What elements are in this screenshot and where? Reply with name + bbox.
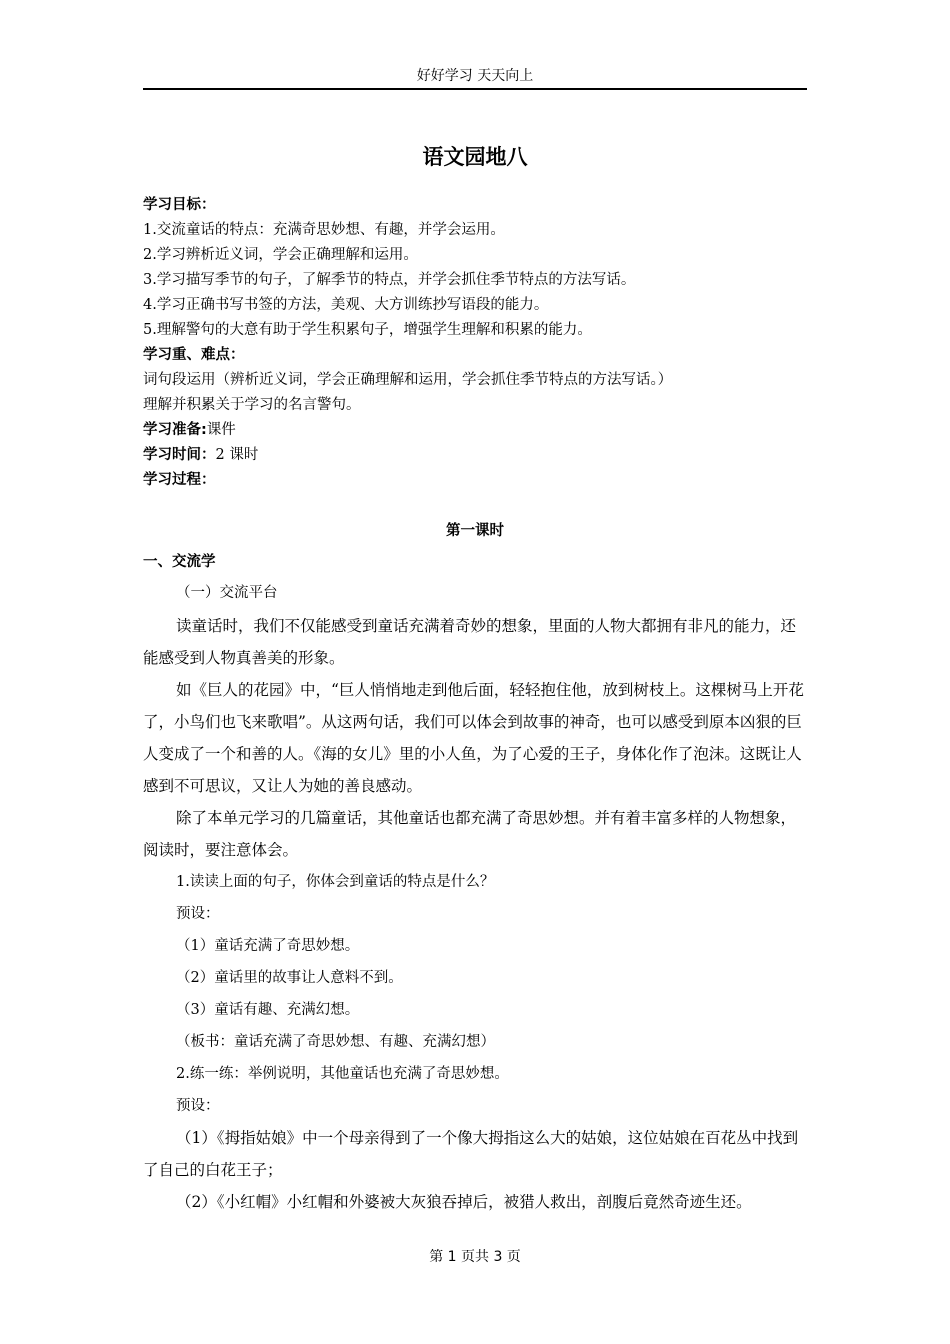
- time-label: 学习时间：: [143, 447, 216, 463]
- document-title: 语文园地八: [422, 145, 528, 169]
- board-note: （板书：童话充满了奇思妙想、有趣、充满幻想）: [176, 1034, 495, 1050]
- goal-item: 5.理解警句的大意有助于学生积累句子，增强学生理解和积累的能力。: [143, 322, 592, 338]
- paragraph: 除了本单元学习的几篇童话，其他童话也都充满了奇思妙想。并有着丰富多样的人物想象，阅读时，要注意体会。: [143, 809, 797, 859]
- key-points-heading: 学习重、难点：: [143, 347, 245, 363]
- lesson-title: 第一课时: [446, 523, 504, 539]
- header-rule: [143, 88, 807, 90]
- goal-item: 2.学习辨析近义词，学会正确理解和运用。: [143, 247, 418, 263]
- example-item: （2）《小红帽》小红帽和外婆被大灰狼吞掉后，被猎人救出，剖腹后竟然奇迹生还。: [176, 1193, 752, 1211]
- key-point-item: 词句段运用（辨析近义词，学会正确理解和运用，学会抓住季节特点的方法写话。）: [143, 372, 673, 388]
- goals-heading: 学习目标：: [143, 197, 216, 213]
- goal-item: 4.学习正确书写书签的方法，美观、大方训练抄写语段的能力。: [143, 297, 549, 313]
- section-body: [143, 610, 807, 1218]
- paragraph: 如《巨人的花园》中，“巨人悄悄地走到他后面，轻轻抱住他，放到树枝上。这棵树马上开花了，小鸟们也飞来歌唱”。从这两句话，我们可以体会到故事的神奇，也可以感受到原本凶狠的巨人变成了一个和善的人。《海的女儿》里的小人鱼，为了心爱的王子，身体化作了泡沫。这既让人感到不可思议，又让人为她的善良感动。: [143, 681, 804, 795]
- process-label: 学习过程：: [143, 472, 216, 488]
- time-line: [143, 443, 807, 468]
- question: 2.练一练：举例说明，其他童话也充满了奇思妙想。: [176, 1066, 509, 1082]
- preset-label: 预设：: [176, 906, 220, 922]
- example-item: （1）《拇指姑娘》中一个母亲得到了一个像大拇指这么大的姑娘，这位姑娘在百花丛中找到了自己的白花王子；: [143, 1129, 799, 1179]
- preset-label: 预设：: [176, 1098, 220, 1114]
- prep-value: 课件: [206, 422, 236, 438]
- question: 1.读读上面的句子，你体会到童话的特点是什么？: [176, 874, 495, 890]
- paragraph: 读童话时，我们不仅能感受到童话充满着奇妙的想象，里面的人物大都拥有非凡的能力，还能感受到人物真善美的形象。: [143, 617, 797, 667]
- page-footer: 第 1 页共 3 页: [429, 1249, 521, 1265]
- prep-line: [143, 418, 807, 443]
- goal-item: 1.交流童话的特点：充满奇思妙想、有趣，并学会运用。: [143, 222, 505, 238]
- section-heading: 一、交流学: [143, 554, 216, 570]
- goal-item: 3.学习描写季节的句子，了解季节的特点，并学会抓住季节特点的方法写话。: [143, 272, 636, 288]
- answer-item: （1）童话充满了奇思妙想。: [176, 938, 360, 954]
- time-value: 2 课时: [215, 447, 259, 463]
- prep-label: 学习准备:: [143, 422, 207, 438]
- answer-item: （2）童话里的故事让人意料不到。: [176, 970, 403, 986]
- document-body: [143, 193, 807, 1218]
- answer-item: （3）童话有趣、充满幻想。: [176, 1002, 360, 1018]
- key-point-item: 理解并积累关于学习的名言警句。: [143, 397, 361, 413]
- page-header: 好好学习 天天向上: [416, 68, 534, 84]
- section-subheading: （一）交流平台: [176, 585, 278, 601]
